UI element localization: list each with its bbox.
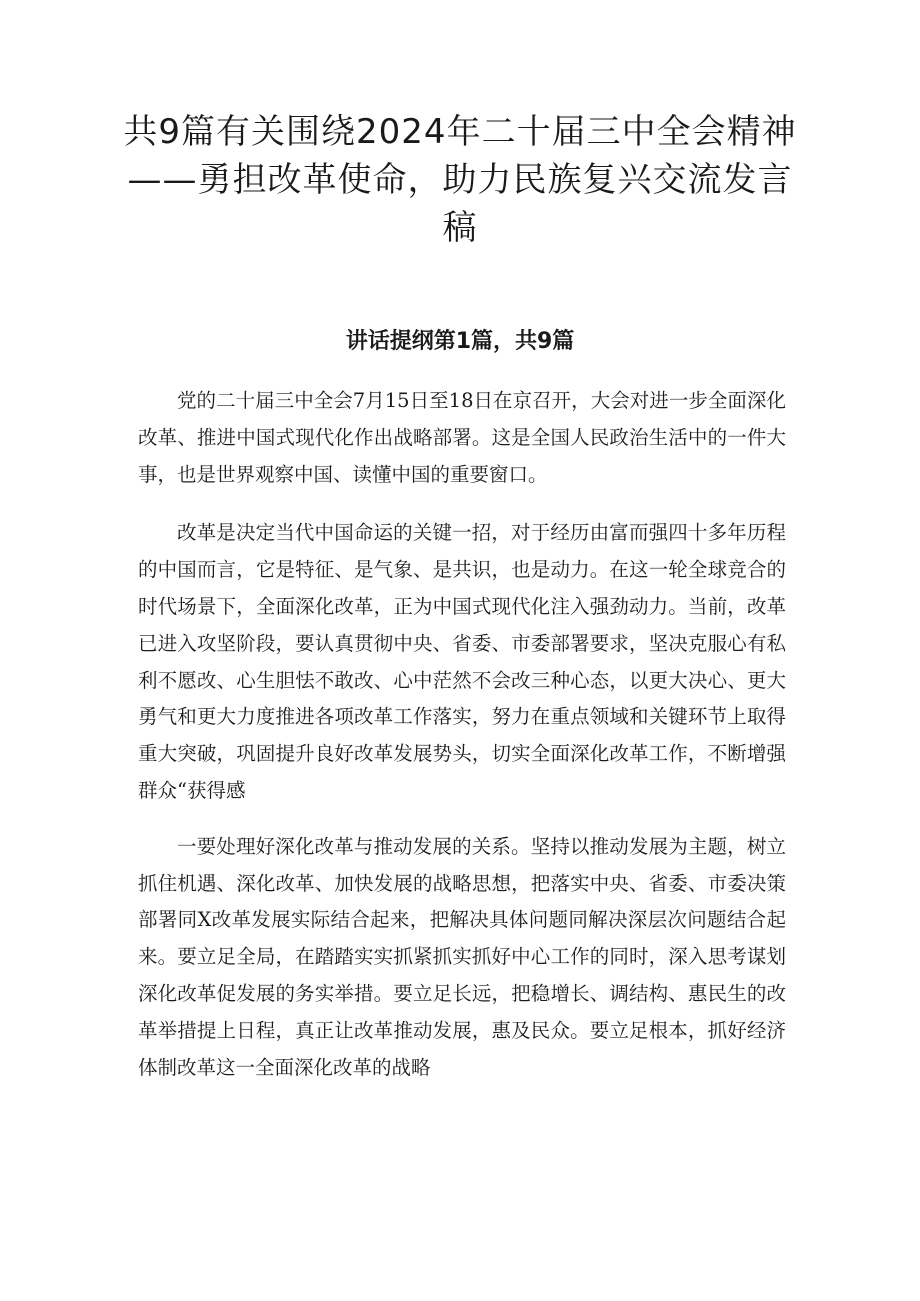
paragraph-1: 党的二十届三中全会7月15日至18日在京召开，大会对进一步全面深化改革、推进中国式现代化作出战略部署。这是全国人民政治生活中的一件大事，也是世界观察中国、读懂中国的重要窗口。 — [138, 389, 786, 486]
paragraph-3: 一要处理好深化改革与推动发展的关系。坚持以推动发展为主题，树立抓住机遇、深化改革、加快发展的战略思想，把落实中央、省委、市委决策部署同X改革发展实际结合起来，把解决具体问题同解决深层次问题结合起来。要立足全局，在踏踏实实抓紧抓实抓好中心工作的同时，深入思考谋划深化改革促发展的务实举措。要立足长远，把稳增长、调结构、惠民生的改革举措提上日程，真正让改革推动发展，惠及民众。要立足根本，抓好经济体制改革这一全面深化改革的战略 — [138, 834, 786, 1079]
paragraph-2: 改革是决定当代中国命运的关键一招，对于经历由富而强四十多年历程的中国而言，它是特征、是气象、是共识，也是动力。在这一轮全球竞合的时代场景下，全面深化改革，正为中国式现代化注入强劲动力。当前，改革已进入攻坚阶段，要认真贯彻中央、省委、市委部署要求，坚决克服心有私利不愿改、心生胆怯不敢改、心中茫然不会改三种心态，以更大决心、更大勇气和更大力度推进各项改革工作落实，努力在重点领域和关键环节上取得重大突破，巩固提升良好改革发展势头，切实全面深化改革工作，不断增强群众“获得感 — [138, 521, 786, 802]
document-title: 共9篇有关围绕2024年二十届三中全会精神——勇担改革使命，助力民族复兴交流发言稿 — [123, 112, 797, 248]
section-heading: 讲话提纲第1篇，共9篇 — [345, 329, 575, 354]
document-body — [138, 383, 786, 1086]
